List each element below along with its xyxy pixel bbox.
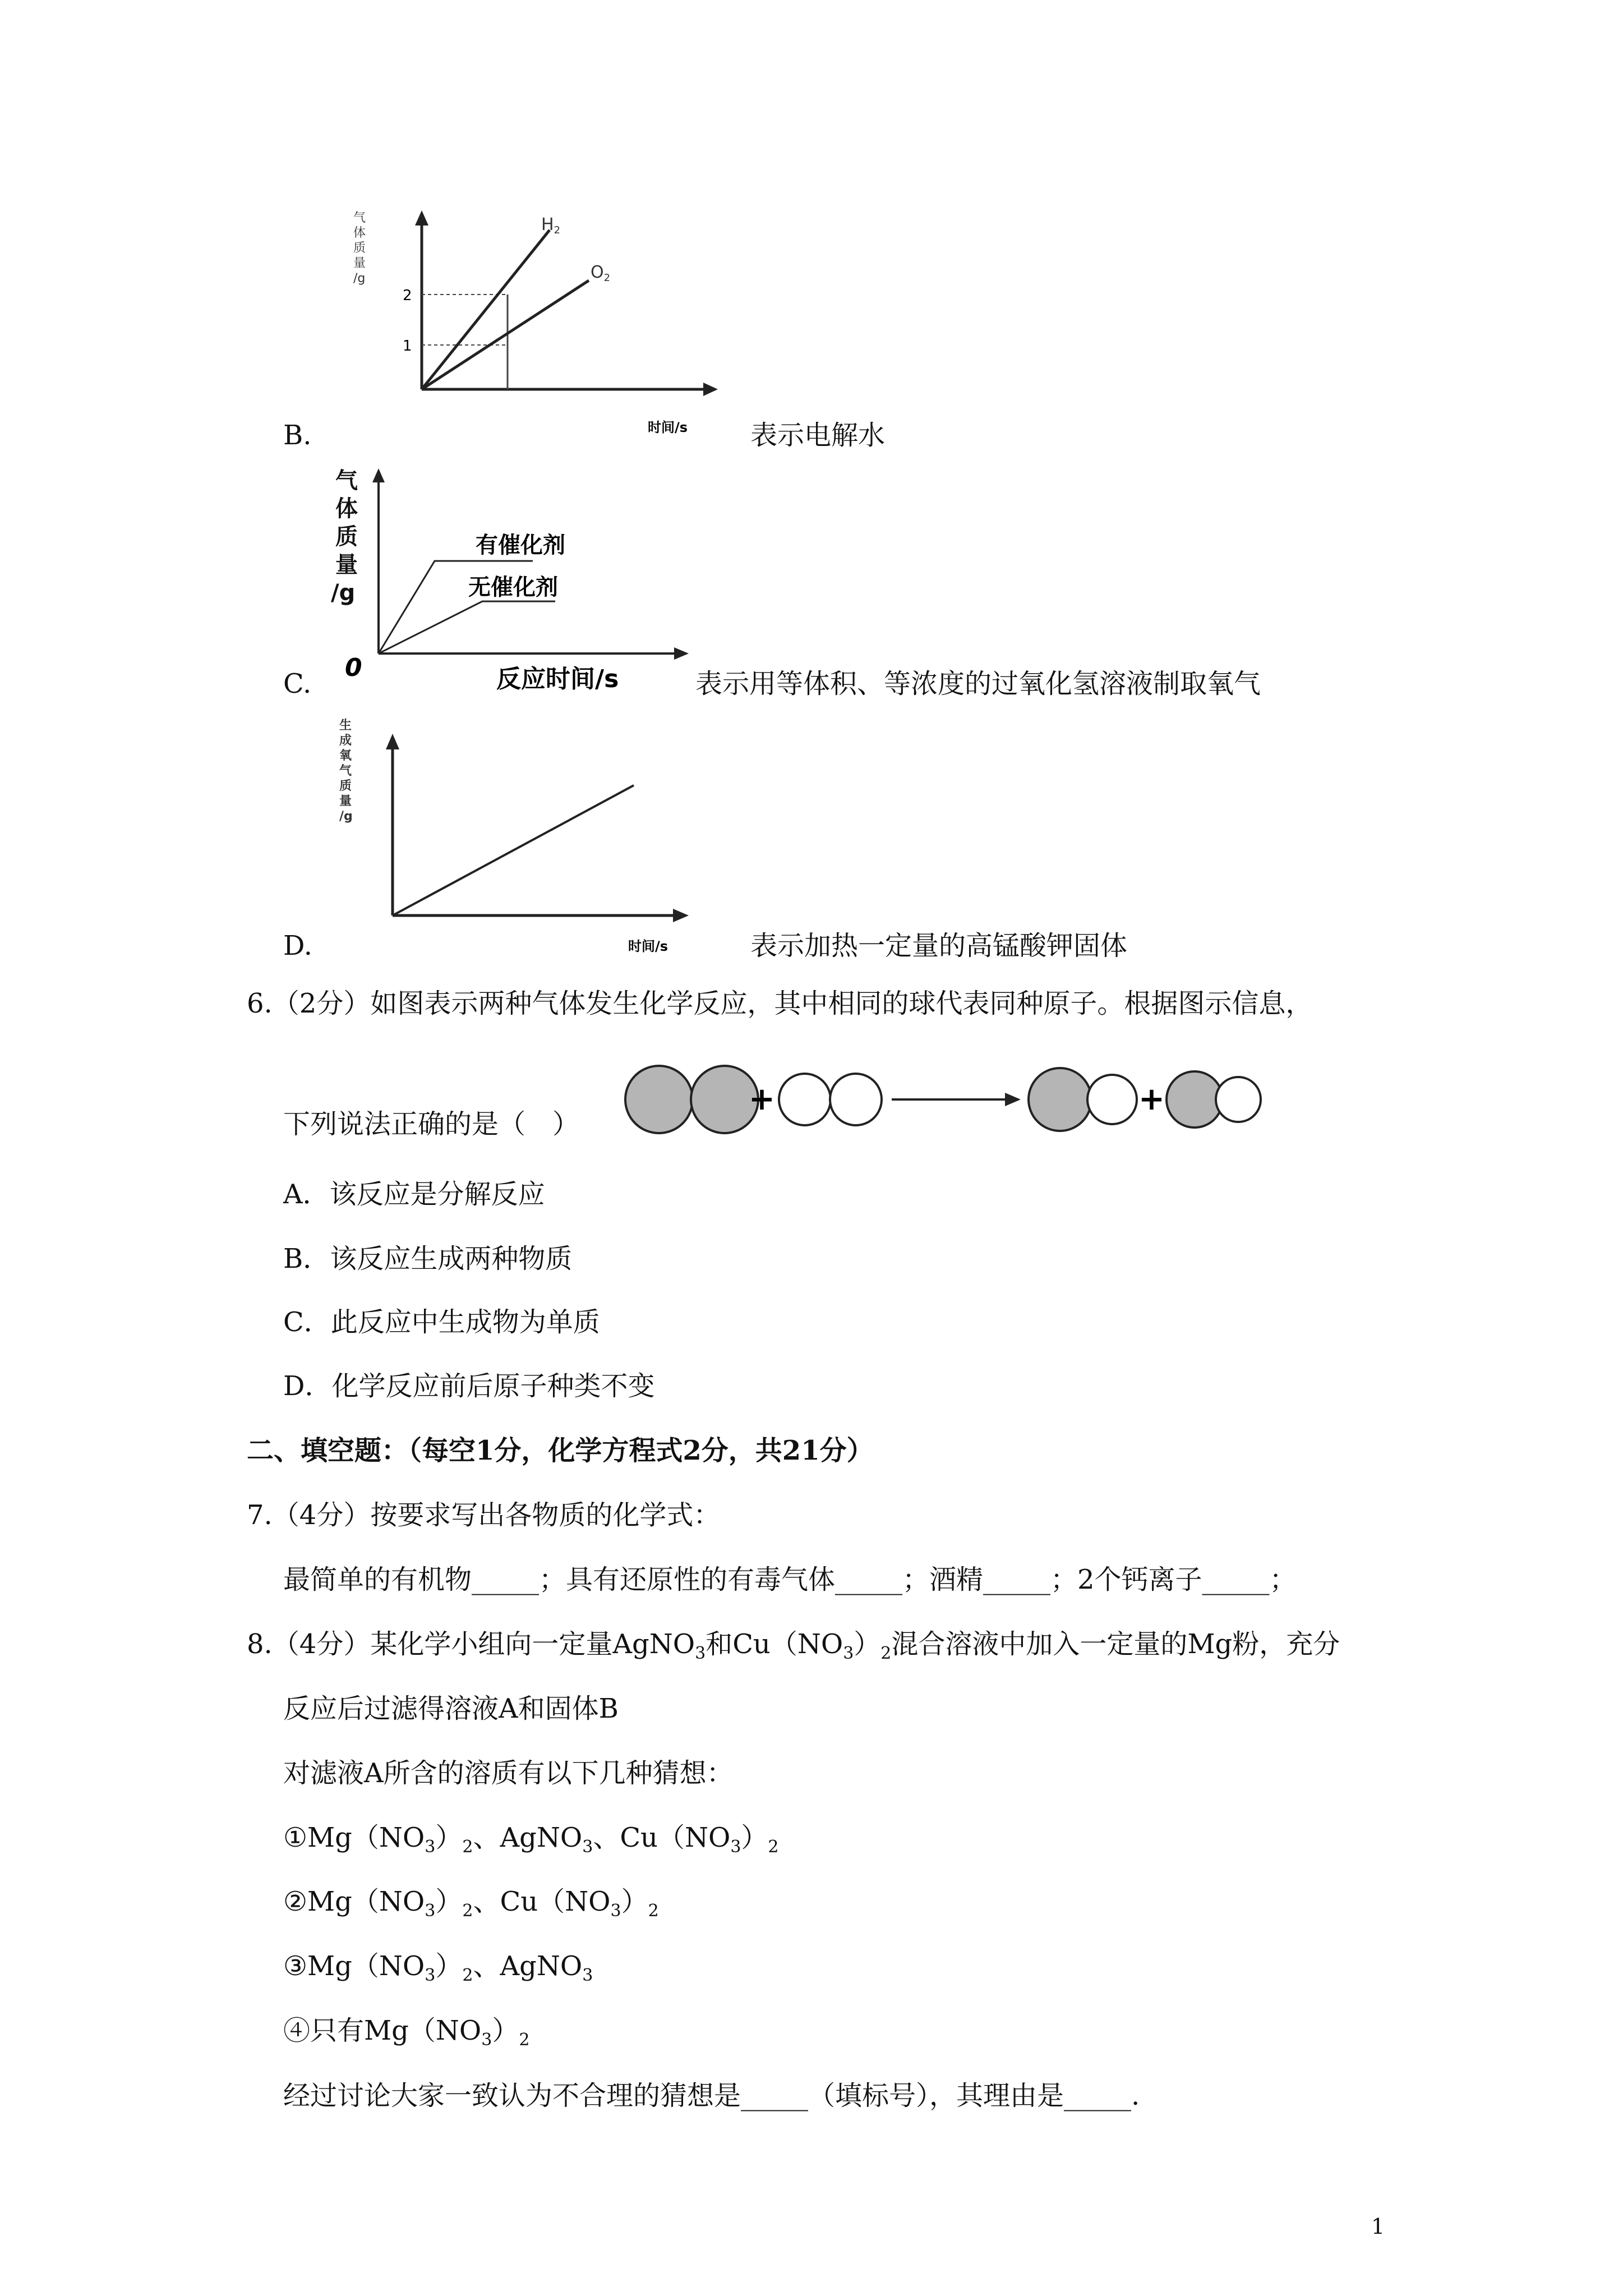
grey-atom (1166, 1071, 1223, 1128)
x-axis-arrow (674, 647, 689, 660)
q8-stem-continued: 反应后过滤得溶液A和固体B (283, 1693, 619, 1724)
y-axis-arrow (386, 734, 399, 749)
q7-blanks: 最简单的有机物_____；具有还原性的有毒气体_____；酒精_____；2个钙离子_____； (283, 1564, 1297, 1595)
y-label-char: 质 (335, 524, 358, 550)
option-b-letter: B. (283, 420, 312, 451)
y-label-char: /g (331, 580, 356, 606)
q8-conclusion: 经过讨论大家一致认为不合理的猜想是_____（填标号），其理由是_____. (283, 2080, 1140, 2111)
grey-atom (625, 1066, 693, 1133)
section-heading: 二、填空题：（每空1分，化学方程式2分，共21分） (247, 1435, 874, 1466)
y-axis-label (353, 211, 366, 286)
grey-atom (691, 1066, 758, 1133)
y-label-char: 气 (353, 211, 366, 225)
y-label-char: 质 (353, 241, 366, 255)
q6-option-a: A．该反应是分解反应 (283, 1179, 545, 1210)
h2-label: $H_2$ (541, 215, 561, 236)
q6-option-d: D．化学反应前后原子种类不变 (283, 1370, 655, 1402)
y-label-char: 气 (335, 468, 358, 494)
y-label-char: 量 (335, 552, 358, 578)
y-label-char: 量 (339, 794, 352, 808)
white-atom (779, 1074, 831, 1125)
guess-3: $③Mg(NO_3)_2$、AgNO$_3$ (283, 1950, 593, 1985)
y-axis-label (339, 719, 353, 823)
h2-line (422, 230, 550, 389)
q8-guess-intro: 对滤液A所含的溶质有以下几种猜想： (283, 1757, 734, 1789)
option-d-letter: D. (283, 930, 313, 961)
q7-stem: 7.（4分）按要求写出各物质的化学式： (247, 1499, 721, 1531)
guess-2: $②Mg(NO_3)_2$、$Cu(NO_3)_2$ (283, 1886, 659, 1921)
y-axis-arrow (415, 210, 428, 226)
o2-label: $O_2$ (591, 263, 611, 284)
x-axis-arrow (673, 909, 689, 922)
white-atom (830, 1074, 882, 1125)
y-label-char: 气 (339, 764, 352, 778)
tick-label-1: 1 (403, 338, 412, 355)
option-c-letter: C. (283, 668, 312, 700)
chart-permanganate (331, 712, 735, 959)
oxygen-line (393, 785, 634, 915)
page-number: 1 (1371, 2214, 1385, 2239)
q6-stem: 6.（2分）如图表示两种气体发生化学反应，其中相同的球代表同种原子。根据图示信息， (247, 988, 1313, 1019)
plus-sign: + (1138, 1081, 1165, 1117)
y-label-char: 氧 (339, 749, 352, 763)
o2-line (422, 280, 589, 389)
chart-catalyst (320, 460, 701, 696)
y-label-char: 生 (339, 719, 352, 733)
grey-atom (1029, 1068, 1091, 1131)
y-label-char: 质 (339, 779, 352, 793)
y-label-char: 成 (339, 734, 352, 748)
option-d-description: 表示加热一定量的高锰酸钾固体 (750, 930, 1128, 961)
chart-electrolysis (336, 202, 729, 449)
x-axis-label: 反应时间/s (496, 665, 619, 693)
y-label-char: 体 (335, 496, 358, 522)
option-b-description: 表示电解水 (750, 420, 886, 451)
tick-label-2: 2 (403, 287, 412, 304)
q6-option-c: C．此反应中生成物为单质 (283, 1306, 600, 1338)
white-atom (1216, 1077, 1261, 1122)
guess-1: $①Mg(NO_3)_2$、AgNO$_3$、$Cu(NO_3)_2$ (283, 1822, 779, 1857)
y-axis-arrow (372, 468, 385, 482)
reaction-diagram (606, 1055, 1262, 1144)
origin-label: 0 (345, 654, 362, 682)
x-axis-label: 时间/s (648, 420, 688, 435)
plus-sign: + (749, 1081, 775, 1117)
white-atom (1087, 1075, 1137, 1124)
q6-stem-continued: 下列说法正确的是（ ） (283, 1108, 580, 1140)
y-axis-label (331, 468, 358, 606)
y-label-char: 量 (353, 256, 366, 270)
reaction-arrow-head (1005, 1093, 1021, 1106)
y-label-char: 体 (353, 226, 366, 240)
y-label-char: /g (339, 809, 353, 823)
q8-stem: 8.（4分）某化学小组向一定量AgNO$_3$和$Cu(NO_3)_2$混合溶液中加入一定量的Mg粉，充分 (247, 1628, 1340, 1663)
no-catalyst-label: 无催化剂 (468, 574, 558, 600)
catalyst-label: 有催化剂 (476, 532, 565, 558)
q6-option-b: B．该反应生成两种物质 (283, 1243, 573, 1274)
y-label-char: /g (353, 272, 366, 286)
option-c-description: 表示用等体积、等浓度的过氧化氢溶液制取氧气 (695, 668, 1261, 700)
x-axis-arrow (703, 383, 718, 396)
x-axis-label: 时间/s (628, 938, 668, 954)
guess-4: ④只有$Mg(NO_3)_2$ (283, 2015, 530, 2050)
